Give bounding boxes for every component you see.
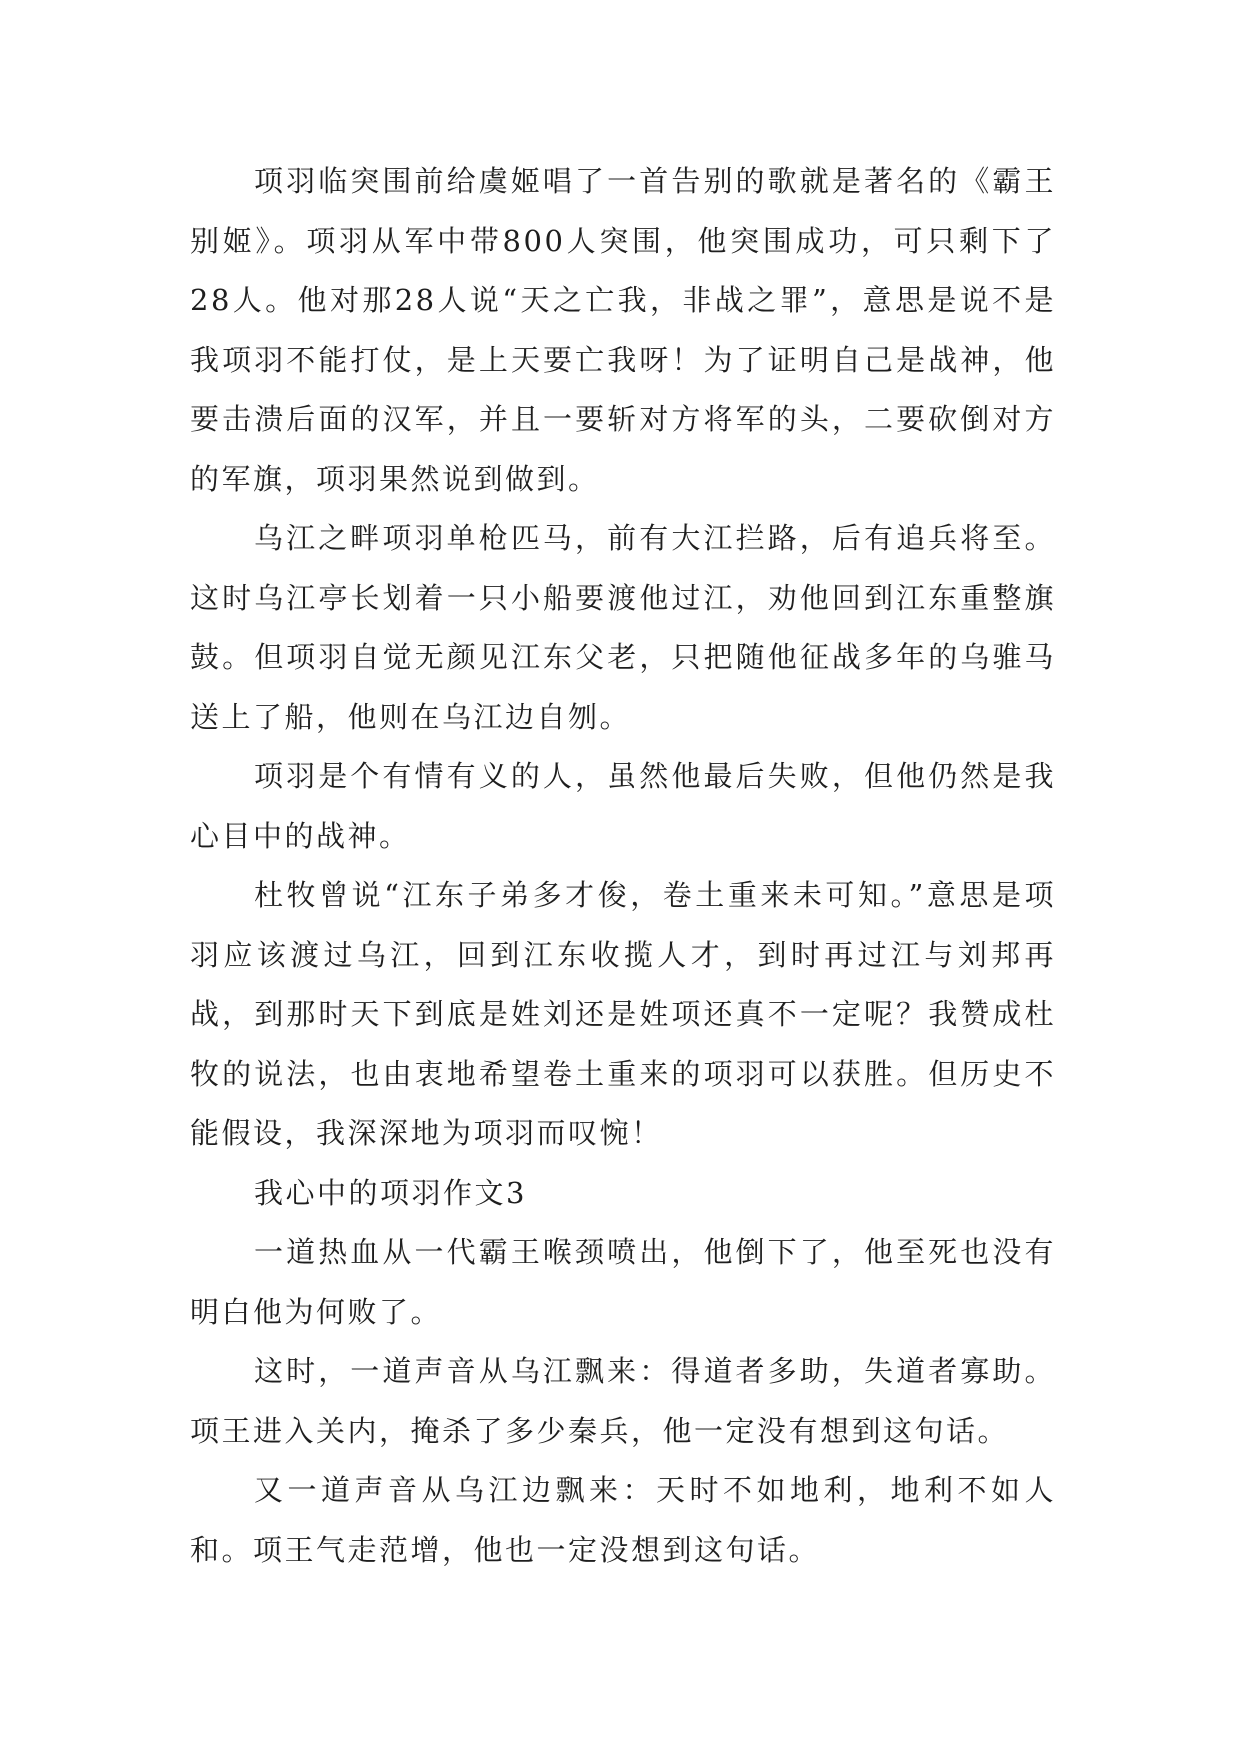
paragraph: 项羽临突围前给虞姬唱了一首告别的歌就是著名的《霸王别姬》。项羽从军中带800人突围，他突围成功，可只剩下了28人。他对那28人说“天之亡我，非战之罪”，意思是说不是我项羽不能打仗，是上天要亡我呀！为了证明自己是战神，他要击溃后面的汉军，并且一要斩对方将军的头，二要砍倒对方的军旗，项羽果然说到做到。 (190, 164, 1056, 496)
paragraph: 又一道声音从乌江边飘来：天时不如地利，地利不如人和。项王气走范增，他也一定没想到这句话。 (190, 1473, 1056, 1567)
paragraph: 杜牧曾说“江东子弟多才俊，卷土重来未可知。”意思是项羽应该渡过乌江，回到江东收揽人才，到时再过江与刘邦再战，到那时天下到底是姓刘还是姓项还真不一定呢？我赞成杜牧的说法，也由衷地希望卷土重来的项羽可以获胜。但历史不能假设，我深深地为项羽而叹惋！ (190, 878, 1056, 1150)
paragraph: 项羽是个有情有义的人，虽然他最后失败，但他仍然是我心目中的战神。 (190, 759, 1056, 853)
paragraph: 这时，一道声音从乌江飘来：得道者多助，失道者寡助。项王进入关内，掩杀了多少秦兵，他一定没有想到这句话。 (190, 1354, 1056, 1448)
paragraph: 一道热血从一代霸王喉颈喷出，他倒下了，他至死也没有明白他为何败了。 (190, 1235, 1056, 1329)
document-page (190, 152, 1056, 1580)
paragraph: 乌江之畔项羽单枪匹马，前有大江拦路，后有追兵将至。这时乌江亭长划着一只小船要渡他过江，劝他回到江东重整旗鼓。但项羽自觉无颜见江东父老，只把随他征战多年的乌骓马送上了船，他则在乌江边自刎。 (190, 521, 1056, 734)
section-heading: 我心中的项羽作文3 (254, 1175, 527, 1210)
